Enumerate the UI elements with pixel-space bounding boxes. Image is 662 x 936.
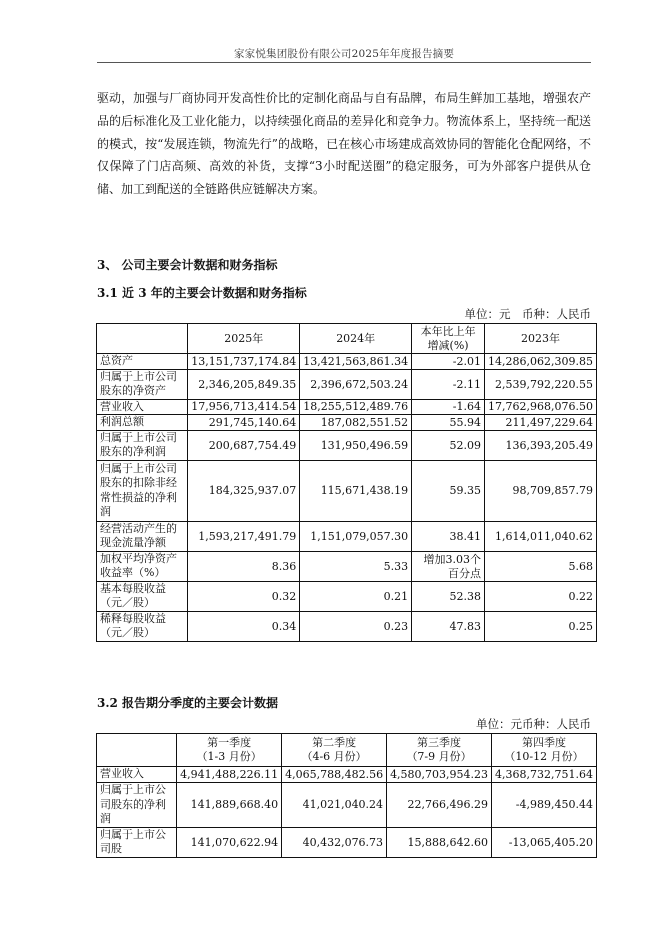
cell-value: 0.34 <box>188 611 300 641</box>
quarter-period: （4-6 月份） <box>301 750 367 763</box>
quarter-period: （10-12 月份） <box>504 750 584 763</box>
unit-label-table2: 单位：元币种：人民币 <box>476 717 591 731</box>
row-label: 归属于上市公司股 <box>97 827 177 857</box>
table-row <box>97 460 597 521</box>
table-row <box>97 611 597 641</box>
row-label: 稀释每股收益（元／股） <box>97 611 188 641</box>
cell-value: 184,325,937.07 <box>188 460 300 521</box>
header-cell-q3 <box>387 734 492 767</box>
cell-value: 52.38 <box>412 581 485 611</box>
row-label: 基本每股收益（元／股） <box>97 581 188 611</box>
header-cell-q1 <box>177 734 282 767</box>
cell-value: 1,593,217,491.79 <box>188 521 300 551</box>
header-cell-q2 <box>282 734 387 767</box>
page-header: 家家悦集团股份有限公司2025年年度报告摘要 <box>233 48 455 60</box>
cell-value: 47.83 <box>412 611 485 641</box>
header-cell-2024: 2024年 <box>300 324 412 354</box>
cell-value: 22,766,496.29 <box>387 783 492 828</box>
body-paragraph: 驱动，加强与厂商协同开发高性价比的定制化商品与自有品牌，布局生鲜加工基地，增强农产品的后标准化及工业化能力，以持续强化商品的差异化和竞争力。物流体系上，坚持统一配送的模式，按“发展连锁，物流先行”的战略，已在核心市场建成高效协同的智能化仓配网络，不仅保障了门店高频、高效的补货，支撑“3小时配送圈”的稳定服务，可为外部客户提供从仓储、加工到配送的全链路供应链解决方案。 <box>97 91 591 197</box>
cell-value: -13,065,405.20 <box>492 827 597 857</box>
table-row <box>97 354 597 370</box>
cell-value: 187,082,551.52 <box>300 415 412 431</box>
cell-value: 1,151,079,057.30 <box>300 521 412 551</box>
table-row <box>97 767 597 783</box>
row-label: 归属于上市公司股东的净利润 <box>97 430 188 460</box>
cell-value: 200,687,754.49 <box>188 430 300 460</box>
cell-value: 0.25 <box>485 611 597 641</box>
cell-value: 136,393,205.49 <box>485 430 597 460</box>
header-cell-change: 本年比上年增减(%) <box>412 324 485 354</box>
cell-value: 4,941,488,226.11 <box>177 767 282 783</box>
cell-value: 2,396,672,503.24 <box>300 369 412 399</box>
cell-value: 13,151,737,174.84 <box>188 354 300 370</box>
cell-value: 291,745,140.64 <box>188 415 300 431</box>
table-row <box>97 783 597 828</box>
table-header-row <box>97 324 597 354</box>
cell-value: 2,539,792,220.55 <box>485 369 597 399</box>
cell-value: 17,762,968,076.50 <box>485 399 597 415</box>
cell-value: 0.22 <box>485 581 597 611</box>
cell-value: 5.68 <box>485 551 597 581</box>
cell-value: 0.21 <box>300 581 412 611</box>
unit-label-table1: 单位：元 币种：人民币 <box>464 307 591 321</box>
header-cell-q4 <box>492 734 597 767</box>
cell-value: 15,888,642.60 <box>387 827 492 857</box>
table-row <box>97 415 597 431</box>
cell-value: -1.64 <box>412 399 485 415</box>
table-row <box>97 430 597 460</box>
cell-value: 增加3.03个百分点 <box>412 551 485 581</box>
header-cell-2023: 2023年 <box>485 324 597 354</box>
table-row <box>97 399 597 415</box>
subsection-title-3-2: 3.2 报告期分季度的主要会计数据 <box>97 696 279 710</box>
row-label: 经营活动产生的现金流量净额 <box>97 521 188 551</box>
cell-value: 18,255,512,489.76 <box>300 399 412 415</box>
cell-value: 2,346,205,849.35 <box>188 369 300 399</box>
cell-value: 4,580,703,954.23 <box>387 767 492 783</box>
table-row <box>97 369 597 399</box>
cell-value: 13,421,563,861.34 <box>300 354 412 370</box>
table-row <box>97 521 597 551</box>
section-title: 3、 公司主要会计数据和财务指标 <box>97 258 278 272</box>
annual-financial-table <box>96 323 597 642</box>
quarter-name: 第二季度 <box>312 736 357 749</box>
cell-value: 17,956,713,414.54 <box>188 399 300 415</box>
row-label: 利润总额 <box>97 415 188 431</box>
cell-value: 141,070,622.94 <box>177 827 282 857</box>
cell-value: 40,432,076.73 <box>282 827 387 857</box>
row-label: 总资产 <box>97 354 188 370</box>
cell-value: 141,889,668.40 <box>177 783 282 828</box>
cell-value: 5.33 <box>300 551 412 581</box>
cell-value: -2.11 <box>412 369 485 399</box>
table-row <box>97 581 597 611</box>
cell-value: 115,671,438.19 <box>300 460 412 521</box>
cell-value: 38.41 <box>412 521 485 551</box>
cell-value: 211,497,229.64 <box>485 415 597 431</box>
header-cell-blank <box>97 324 188 354</box>
cell-value: 59.35 <box>412 460 485 521</box>
cell-value: 4,368,732,751.64 <box>492 767 597 783</box>
table-row <box>97 551 597 581</box>
quarter-name: 第四季度 <box>522 736 567 749</box>
row-label: 归属于上市公司股东的净利润 <box>97 783 177 828</box>
subsection-title-3-1: 3.1 近 3 年的主要会计数据和财务指标 <box>97 286 307 300</box>
row-label: 归属于上市公司股东的扣除非经常性损益的净利润 <box>97 460 188 521</box>
cell-value: 8.36 <box>188 551 300 581</box>
header-divider <box>97 62 591 63</box>
row-label: 营业收入 <box>97 767 177 783</box>
header-cell-blank <box>97 734 177 767</box>
cell-value: 55.94 <box>412 415 485 431</box>
cell-value: 52.09 <box>412 430 485 460</box>
table-header-row <box>97 734 597 767</box>
cell-value: 1,614,011,040.62 <box>485 521 597 551</box>
quarter-period: （1-3 月份） <box>196 750 262 763</box>
cell-value: 98,709,857.79 <box>485 460 597 521</box>
row-label: 加权平均净资产收益率（%） <box>97 551 188 581</box>
table-row <box>97 827 597 857</box>
cell-value: -2.01 <box>412 354 485 370</box>
cell-value: 0.32 <box>188 581 300 611</box>
cell-value: 0.23 <box>300 611 412 641</box>
quarter-name: 第三季度 <box>417 736 462 749</box>
header-cell-2025: 2025年 <box>188 324 300 354</box>
row-label: 归属于上市公司股东的净资产 <box>97 369 188 399</box>
cell-value: 4,065,788,482.56 <box>282 767 387 783</box>
quarterly-data-table <box>96 733 597 858</box>
quarter-period: （7-9 月份） <box>406 750 472 763</box>
quarter-name: 第一季度 <box>207 736 252 749</box>
row-label: 营业收入 <box>97 399 188 415</box>
cell-value: -4,989,450.44 <box>492 783 597 828</box>
cell-value: 131,950,496.59 <box>300 430 412 460</box>
cell-value: 41,021,040.24 <box>282 783 387 828</box>
cell-value: 14,286,062,309.85 <box>485 354 597 370</box>
